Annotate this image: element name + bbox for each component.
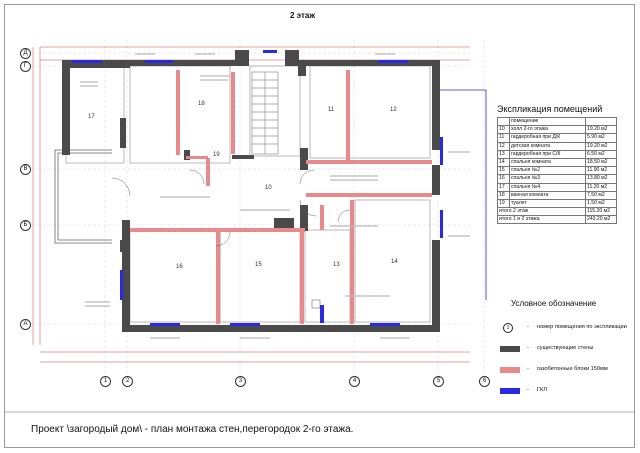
- room-number-14: 14: [391, 259, 398, 265]
- axis-letter-v: В: [20, 164, 31, 175]
- legend-item-existing-walls: - существующие стены: [496, 346, 636, 356]
- legend-item-room-number: 1 - номер помещения по экспликации: [496, 325, 636, 335]
- room-number-13: 13: [333, 262, 340, 268]
- axis-letter-d: Д: [20, 48, 31, 59]
- explication-row: 19 туалет 1.50 м2: [498, 199, 617, 207]
- explication-title: Экспликация помещений: [497, 104, 603, 114]
- explication-row: 13 гардеробная при С/К 6.50 м2: [498, 150, 617, 158]
- explication-row: 17 спальня №4 11.20 м2: [498, 183, 617, 191]
- explication-row: 18 ванная комната 7.50 м2: [498, 191, 617, 199]
- axis-number-3: 3: [235, 376, 246, 387]
- legend-title: Условное обозначение: [511, 299, 597, 308]
- explication-row: 14 спальня комната 18.50 м2: [498, 158, 617, 166]
- room-number-12: 12: [390, 107, 397, 113]
- room-number-marker: 1: [503, 323, 513, 333]
- explication-row: 11 гардеробная при Д/К 5.90 м2: [498, 134, 617, 142]
- axis-number-5: 5: [433, 376, 444, 387]
- room-number-15: 15: [255, 262, 262, 268]
- legend-item-gkl: - ГКЛ: [496, 388, 636, 398]
- room-number-19: 19: [213, 152, 220, 158]
- axis-number-1: 1: [100, 376, 111, 387]
- explication-row: 15 спальня №2 11.90 м2: [498, 167, 617, 175]
- room-number-18: 18: [198, 101, 205, 107]
- explication-total-row: итого 1 и 2 этажа 243.20 м2: [498, 216, 617, 224]
- legend-item-gas-blocks: - газобетонные блоки 150мм: [496, 367, 636, 377]
- room-number-16: 16: [176, 264, 183, 270]
- explication-row: 10 холл 2-го этажа 19.20 м2: [498, 126, 617, 134]
- axis-number-6: 6: [479, 376, 490, 387]
- axis-letter-a: А: [20, 319, 31, 330]
- explication-total-row: итого 2 этаж 115.20 м2: [498, 208, 617, 216]
- axis-letter-g: Г: [20, 61, 31, 72]
- room-number-11: 11: [328, 107, 335, 113]
- axis-number-4: 4: [349, 376, 360, 387]
- room-number-17: 17: [88, 114, 95, 120]
- explication-row: 16 спальня №3 13.80 м2: [498, 175, 617, 183]
- room-number-10: 10: [265, 185, 272, 191]
- explication-column-header: помещение: [510, 118, 586, 126]
- axis-letter-b: Б: [20, 220, 31, 231]
- project-title: Проект \загородый дом\ - план монтажа стен,перегородок 2-го этажа.: [31, 424, 354, 435]
- page-title: 2 этаж: [290, 11, 316, 20]
- axis-number-2: 2: [122, 376, 133, 387]
- explication-row: 12 детская комната 19.20 м2: [498, 142, 617, 150]
